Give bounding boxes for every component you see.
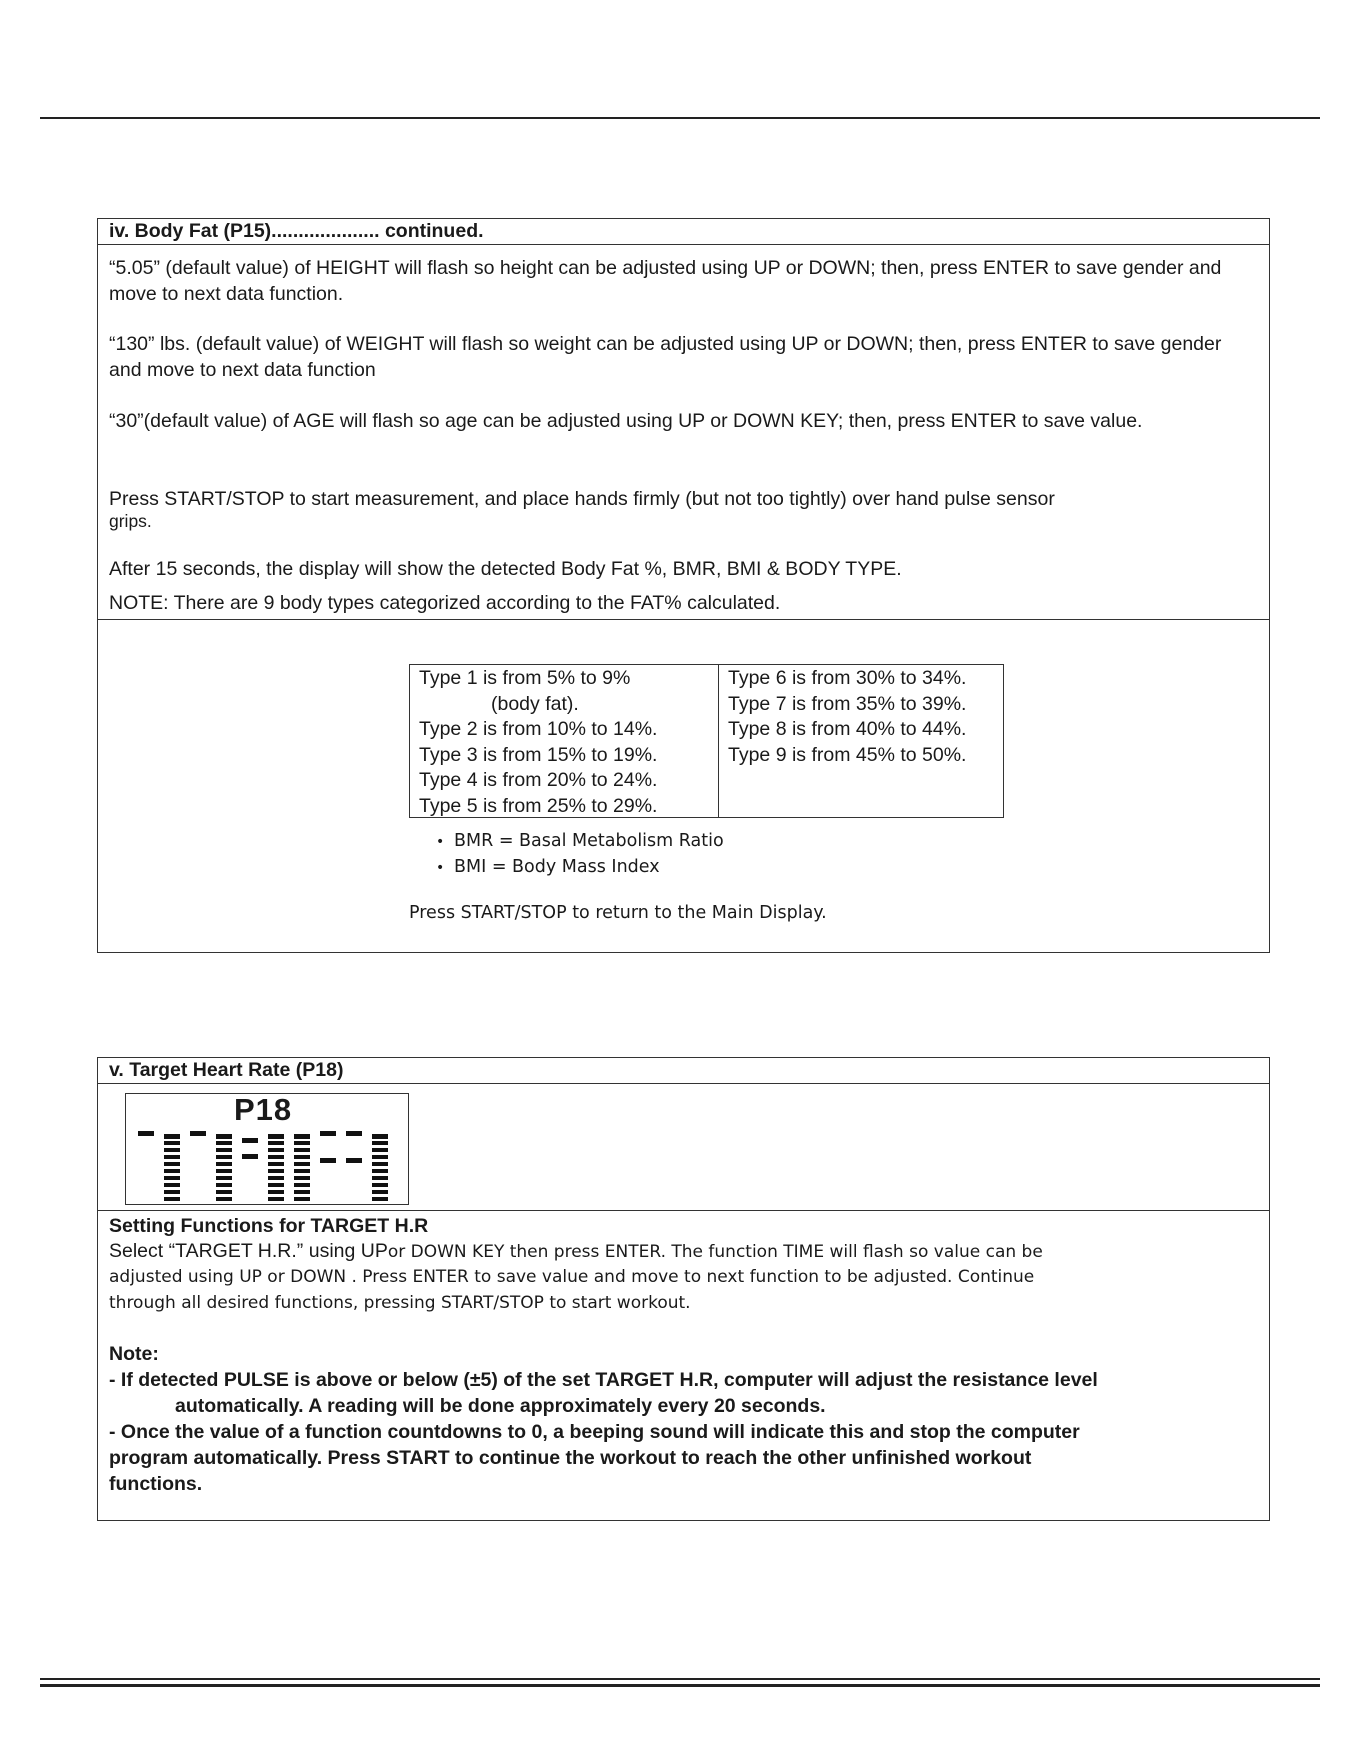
lcd-segment (372, 1190, 388, 1194)
lcd-segment (268, 1190, 284, 1194)
lcd-display-image (125, 1093, 409, 1205)
lcd-segment (216, 1197, 232, 1201)
lcd-segment (372, 1197, 388, 1201)
lcd-program-label: P18 (234, 1092, 293, 1127)
lcd-segment (216, 1155, 232, 1159)
type-row: Type 5 is from 25% to 29%. (419, 794, 658, 817)
body-fat-header: iv. Body Fat (P15).................... continued. (98, 219, 1269, 245)
note-paragraph: NOTE: There are 9 body types categorized according to the FAT% calculated. (109, 592, 781, 614)
lcd-segment (294, 1141, 310, 1145)
lcd-segment (346, 1158, 362, 1163)
lcd-segment (216, 1190, 232, 1194)
lcd-segment (294, 1155, 310, 1159)
type-row: Type 6 is from 30% to 34%. (728, 667, 967, 689)
section-divider (98, 619, 1269, 620)
lcd-segment (242, 1154, 258, 1159)
note-line-4: program automatically. Press START to continue the workout to reach the other unfinished workout (109, 1447, 1032, 1469)
lcd-segment (216, 1141, 232, 1145)
target-hr-section (97, 1057, 1270, 1521)
weight-paragraph: “130” lbs. (default value) of WEIGHT will flash so weight can be adjusted using UP or DOWN; then, press ENTER to save gender and move to next data function (109, 333, 1222, 381)
bullet-icon: • (436, 860, 445, 876)
lcd-segment (372, 1183, 388, 1187)
setting-title: Setting Functions for TARGET H.R (109, 1215, 429, 1237)
setting-line-2: adjusted using UP or DOWN . Press ENTER to save value and move to next function to be adjusted. Continue (109, 1267, 1035, 1287)
result-paragraph: After 15 seconds, the display will show the detected Body Fat %, BMR, BMI & BODY TYPE. (109, 558, 902, 580)
lcd-segment (372, 1169, 388, 1173)
setting-line-1 (109, 1238, 1255, 1265)
bullet-text: BMR = Basal Metabolism Ratio (454, 831, 724, 851)
lcd-segment (294, 1162, 310, 1166)
section-divider (98, 1210, 1269, 1211)
lcd-segment (164, 1141, 180, 1145)
lcd-segment (268, 1197, 284, 1201)
type-row: Type 8 is from 40% to 44%. (728, 718, 967, 740)
bullet-icon: • (436, 834, 445, 850)
body-type-col-left (419, 666, 657, 819)
lcd-segment (216, 1183, 232, 1187)
start-paragraph-cont: grips. (109, 511, 152, 531)
type-row: Type 4 is from 20% to 24%. (419, 769, 658, 791)
lcd-segment (268, 1148, 284, 1152)
note-line-1: - If detected PULSE is above or below (±5) of the set TARGET H.R, computer will adjust the resistance level (109, 1369, 1098, 1391)
type-row: Type 1 is from 5% to 9% (419, 667, 631, 689)
note-line-2: automatically. A reading will be done approximately every 20 seconds. (175, 1395, 826, 1417)
bullet-text: BMI = Body Mass Index (454, 857, 660, 877)
body-fat-section (97, 218, 1270, 953)
lcd-segment (268, 1155, 284, 1159)
note-line-3: - Once the value of a function countdowns to 0, a beeping sound will indicate this and stop the computer (109, 1421, 1080, 1443)
lcd-segment (294, 1169, 310, 1173)
lcd-segment (372, 1162, 388, 1166)
lcd-segment (216, 1148, 232, 1152)
lcd-segment (294, 1190, 310, 1194)
type-row: Type 3 is from 15% to 19%. (419, 743, 658, 766)
lcd-segment (268, 1141, 284, 1145)
setting-line-3: through all desired functions, pressing START/STOP to start workout. (109, 1293, 691, 1313)
lcd-segment (164, 1190, 180, 1194)
bmr-bullet (436, 831, 724, 851)
lcd-segment (320, 1158, 336, 1163)
lcd-segment (216, 1176, 232, 1180)
table-column-divider (718, 665, 719, 817)
lcd-segment (164, 1197, 180, 1201)
lcd-segment (268, 1176, 284, 1180)
lcd-segment (294, 1148, 310, 1152)
type-row: Type 9 is from 45% to 50%. (728, 743, 967, 766)
lcd-segment (216, 1162, 232, 1166)
lcd-segment (164, 1169, 180, 1173)
lcd-segment (372, 1141, 388, 1145)
lcd-segment (268, 1169, 284, 1173)
type-row: (body fat). (491, 692, 579, 715)
body-type-col-right (728, 666, 966, 768)
lcd-segment (216, 1169, 232, 1173)
lcd-segment (164, 1155, 180, 1159)
target-hr-header: v. Target Heart Rate (P18) (98, 1058, 1269, 1084)
bottom-rule (40, 1678, 1320, 1680)
lcd-segment (164, 1162, 180, 1166)
lcd-segment (372, 1148, 388, 1152)
bmi-bullet (436, 857, 660, 877)
lcd-segment (164, 1148, 180, 1152)
note-title: Note: (109, 1343, 159, 1365)
type-row: Type 7 is from 35% to 39%. (728, 692, 967, 715)
age-paragraph: “30”(default value) of AGE will flash so age can be adjusted using UP or DOWN KEY; then, press ENTER to save value. (109, 410, 1143, 432)
note-line-5: functions. (109, 1473, 203, 1495)
lcd-segment (372, 1155, 388, 1159)
lcd-bar-graph-icon (126, 1094, 408, 1204)
type-row: Type 2 is from 10% to 14%. (419, 718, 658, 740)
lcd-segment (268, 1183, 284, 1187)
start-paragraph: Press START/STOP to start measurement, and place hands firmly (but not too tightly) over hand pulse sensor (109, 488, 1055, 510)
lcd-segment (164, 1176, 180, 1180)
lcd-segment (294, 1197, 310, 1201)
lcd-segment (294, 1183, 310, 1187)
height-paragraph: “5.05” (default value) of HEIGHT will flash so height can be adjusted using UP or DOWN; then, press ENTER to save gender and move to next data function. (109, 257, 1222, 305)
setting-line-1a: Select “TARGET H.R.” using UP (109, 1240, 388, 1262)
lcd-segment (268, 1162, 284, 1166)
lcd-segment (372, 1176, 388, 1180)
body-type-table (409, 664, 1004, 818)
bottom-rule-thick (40, 1684, 1320, 1687)
return-instruction: Press START/STOP to return to the Main Display. (409, 903, 827, 923)
lcd-segment (294, 1176, 310, 1180)
top-rule (40, 117, 1320, 119)
setting-line-1b: or DOWN KEY then press ENTER. The function TIME will flash so value can be (387, 1242, 1043, 1262)
lcd-segment (164, 1183, 180, 1187)
